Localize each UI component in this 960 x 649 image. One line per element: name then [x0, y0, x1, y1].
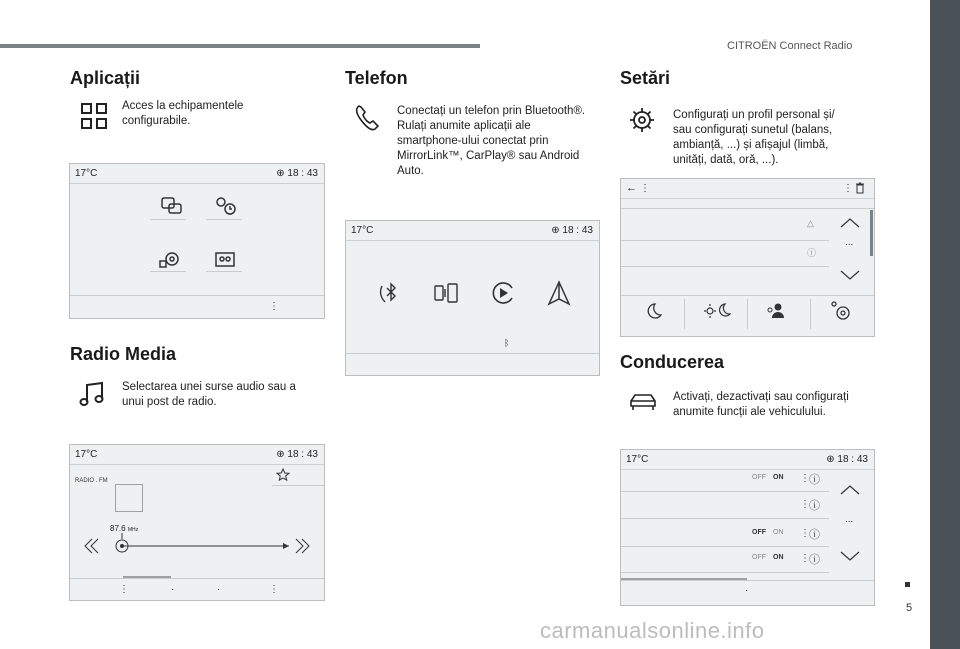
divider — [206, 219, 242, 220]
warning-icon: △ — [807, 218, 814, 228]
system-settings-icon[interactable] — [830, 300, 852, 322]
conducerea-desc — [673, 390, 873, 420]
clock: ⊕ 18 : 43 — [276, 449, 318, 460]
scrollbar-thumb[interactable] — [870, 210, 873, 256]
divider — [621, 491, 829, 492]
section-title-aplicatii: Aplicații — [70, 68, 141, 88]
frequency-readout — [110, 524, 138, 533]
divider — [621, 266, 829, 267]
radio-band-label: RADIO . FM — [75, 478, 108, 484]
clock: ⊕ 18 : 43 — [276, 168, 318, 179]
page-number: 5 — [906, 602, 913, 614]
more-options-icon[interactable]: ⋮ — [269, 584, 279, 595]
watermark: carmanualsonline.info — [540, 618, 765, 643]
menu-icon[interactable]: ⋮ — [119, 584, 129, 595]
frequency-value: 87.6 — [110, 524, 126, 533]
bluetooth-status-icon: ᛒ — [504, 338, 510, 348]
desc-line: Conectați un telefon prin Bluetooth®. — [397, 105, 586, 117]
telefon-screen — [345, 220, 600, 376]
menu-icon[interactable]: ⋮ — [800, 499, 810, 510]
dot-icon[interactable]: · — [171, 584, 175, 595]
divider — [70, 578, 324, 579]
radio-screen — [69, 444, 325, 601]
carplay-icon[interactable] — [490, 280, 516, 306]
desc-line: Acces la echipamentele — [122, 100, 244, 112]
info-icon[interactable]: ⓘ — [809, 474, 820, 486]
desc-line: ambianță, ...) și afișajul (limbă, — [673, 139, 829, 151]
desc-line: smartphone-ului conectat prin — [397, 135, 549, 147]
trash-icon[interactable] — [855, 182, 865, 197]
scroll-down-icon[interactable] — [839, 550, 861, 562]
clock: ⊕ 18 : 43 — [551, 225, 593, 236]
toggle-off-label[interactable]: OFF — [752, 474, 766, 481]
setari-screen — [620, 178, 875, 337]
favorite-star-icon[interactable] — [276, 468, 290, 482]
menu-icon[interactable]: ⋮ — [640, 183, 650, 194]
desc-line: configurabile. — [122, 115, 191, 127]
status-bar — [70, 164, 324, 184]
divider — [621, 546, 829, 547]
status-bar — [346, 221, 599, 241]
brightness-icon[interactable] — [703, 302, 731, 320]
status-bar — [70, 445, 324, 465]
frequency-unit: MHz — [127, 527, 139, 533]
desc-line: MirrorLink™, CarPlay® sau Android — [397, 150, 580, 162]
toggle-off-label[interactable]: OFF — [752, 529, 766, 536]
profile-icon[interactable] — [766, 302, 786, 320]
divider — [747, 299, 748, 329]
temperature: 17°C — [626, 454, 649, 465]
scroll-up-icon[interactable] — [839, 217, 861, 229]
info-icon: ⓘ — [807, 248, 817, 258]
section-title-setari: Setări — [620, 68, 671, 88]
info-icon[interactable]: ⓘ — [809, 500, 820, 512]
toggle-on-label[interactable]: ON — [773, 554, 784, 561]
desc-line: Configurați un profil personal și/ — [673, 109, 835, 121]
divider — [810, 299, 811, 329]
menu-icon[interactable]: ⋮ — [800, 528, 810, 539]
clock: ⊕ 18 : 43 — [826, 454, 868, 465]
energy-clock-icon[interactable] — [215, 196, 239, 218]
page-indicator: ... — [845, 237, 854, 248]
aplicatii-desc — [122, 99, 312, 129]
desc-line: sau configurați sunetul (balans, — [673, 124, 833, 136]
frequency-slider[interactable] — [84, 533, 310, 559]
mirrorlink-icon[interactable] — [433, 281, 459, 305]
music-note-icon — [78, 380, 106, 408]
conducerea-screen — [620, 449, 875, 606]
phone-handset-icon — [353, 104, 381, 132]
settings-gear-icon — [628, 106, 656, 134]
desc-line: Activați, dezactivați sau configurați — [673, 391, 849, 403]
page-indicator: ... — [845, 514, 854, 525]
divider — [70, 295, 324, 296]
divider — [621, 518, 829, 519]
status-bar — [621, 450, 874, 470]
dot-icon[interactable]: · — [217, 584, 221, 595]
page-side-band — [930, 0, 960, 649]
divider — [206, 271, 242, 272]
desc-line: Auto. — [397, 165, 424, 177]
info-icon[interactable]: ⓘ — [809, 554, 820, 566]
section-title-telefon: Telefon — [345, 68, 408, 88]
scroll-down-icon[interactable] — [839, 269, 861, 281]
settings-gear-icon[interactable] — [158, 249, 182, 271]
bluetooth-icon[interactable] — [379, 280, 403, 306]
dot-icon[interactable]: · — [745, 585, 749, 596]
apps-screen — [69, 163, 325, 319]
desc-line: Selectarea unei surse audio sau a — [122, 381, 296, 393]
divider — [346, 353, 599, 354]
page-marker — [905, 582, 910, 587]
connected-apps-icon[interactable] — [160, 196, 184, 218]
desc-line: Rulați anumite aplicații ale — [397, 120, 531, 132]
toggle-on-label[interactable]: ON — [773, 474, 784, 481]
desc-line: anumite funcții ale vehiculului. — [673, 406, 826, 418]
temperature: 17°C — [75, 168, 98, 179]
settings-toolbar — [621, 179, 874, 199]
menu-icon[interactable]: ⋮ — [800, 553, 810, 564]
toggle-on-label[interactable]: ON — [773, 529, 784, 536]
desc-line: unități, dată, oră, ...). — [673, 154, 779, 166]
temperature: 17°C — [351, 225, 374, 236]
radio-desc — [122, 380, 322, 410]
divider — [621, 208, 874, 209]
desc-line: unui post de radio. — [122, 396, 217, 408]
divider — [150, 271, 186, 272]
apps-grid-icon — [80, 102, 108, 130]
android-auto-icon[interactable] — [546, 280, 572, 306]
menu-icon[interactable]: ⋮ — [800, 473, 810, 484]
header-rule — [0, 44, 480, 48]
scroll-up-icon[interactable] — [839, 484, 861, 496]
toggle-off-label[interactable]: OFF — [752, 554, 766, 561]
contacts-card-icon[interactable] — [213, 250, 237, 270]
divider — [621, 295, 874, 296]
night-mode-icon[interactable] — [643, 302, 663, 320]
telefon-desc — [397, 104, 602, 179]
header-title: CITROËN Connect Radio — [727, 40, 853, 52]
section-title-conducerea: Conducerea — [620, 352, 725, 372]
setari-desc — [673, 108, 873, 168]
more-options-icon[interactable]: ⋮ — [269, 301, 279, 312]
divider — [150, 219, 186, 220]
divider — [272, 485, 324, 486]
car-icon — [628, 392, 658, 412]
divider — [621, 580, 874, 581]
divider — [621, 572, 829, 573]
temperature: 17°C — [75, 449, 98, 460]
info-icon[interactable]: ⓘ — [809, 529, 820, 541]
album-art-placeholder — [115, 484, 143, 512]
divider — [684, 299, 685, 329]
back-arrow-icon[interactable]: ← — [626, 182, 637, 194]
divider — [621, 240, 829, 241]
more-options-icon[interactable]: ⋮ — [843, 183, 853, 194]
section-title-radio: Radio Media — [70, 344, 177, 364]
